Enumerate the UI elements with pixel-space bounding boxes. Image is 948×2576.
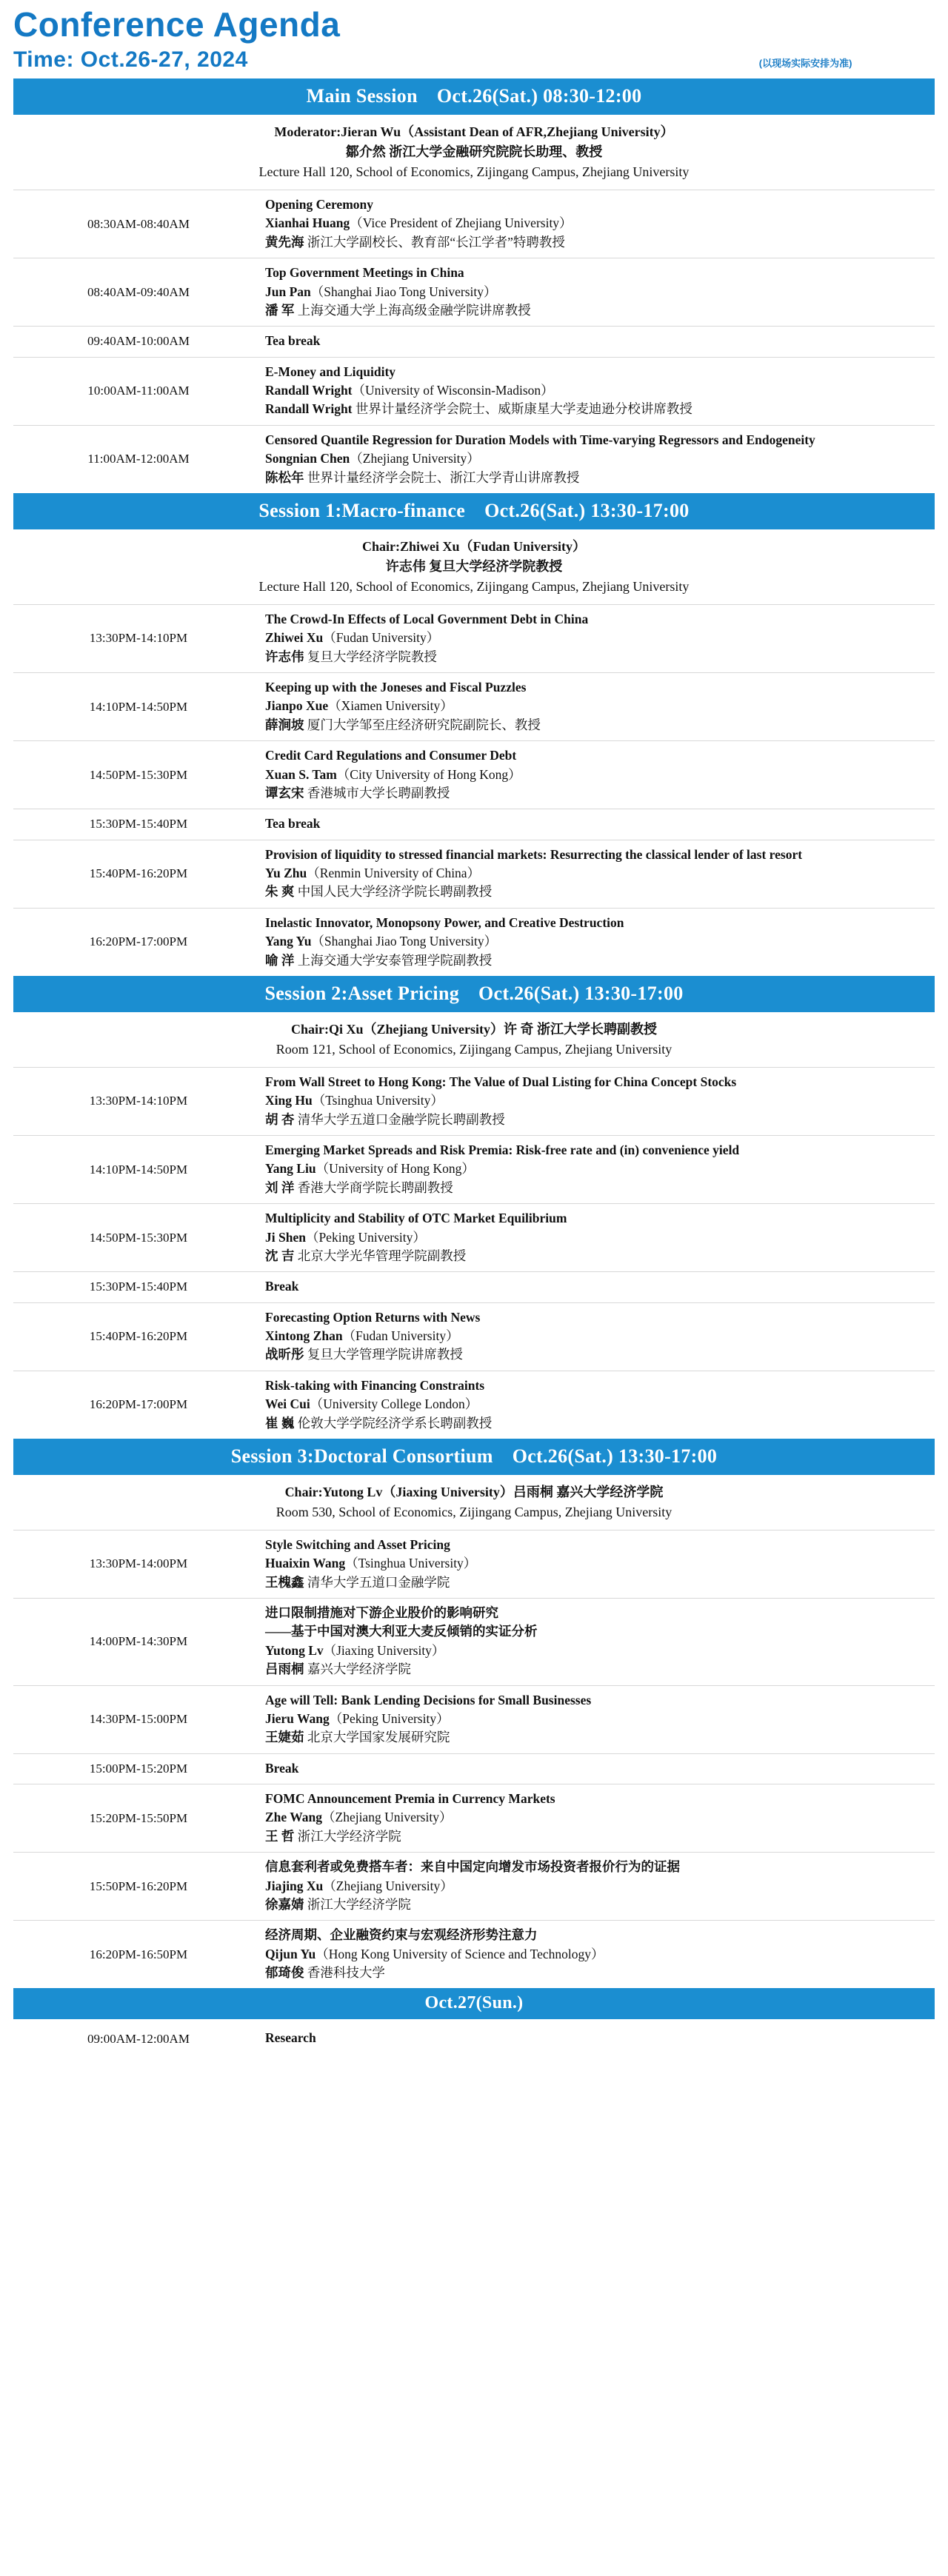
time-slot: 08:30AM-08:40AM [87, 216, 190, 231]
table-row [13, 809, 935, 840]
conference-time-row [13, 47, 948, 73]
speaker-name-cn: 胡 杏 [265, 1111, 298, 1127]
table-row [13, 840, 935, 908]
session-entry [264, 1685, 935, 1753]
speaker-affiliation-cn: 复旦大学管理学院讲席教授 [307, 1347, 463, 1362]
talk-title: FOMC Announcement Premia in Currency Markets [265, 1791, 555, 1806]
speaker-affiliation-cn: 厦门大学邹至庄经济研究院副院长、教授 [307, 717, 541, 732]
session-entry [264, 741, 935, 809]
session-entry [264, 1204, 935, 1272]
speaker-affiliation: （Zhejiang University） [323, 1878, 453, 1893]
table-row [13, 1753, 935, 1784]
chair-line: 鄒介然 浙江大学金融研究院院长助理、教授 [345, 144, 603, 159]
time-slot: 16:20PM-16:50PM [89, 1947, 188, 1961]
session-header [13, 78, 935, 115]
speaker-affiliation-cn: 复旦大学经济学院教授 [307, 649, 437, 664]
table-row [13, 1272, 935, 1302]
table-row [13, 673, 935, 741]
session-time: Oct.26(Sat.) 13:30-17:00 [484, 499, 690, 521]
talk-subtitle: ——基于中国对澳大利亚大麦反倾销的实证分析 [265, 1624, 538, 1639]
talk-title: Credit Card Regulations and Consumer Debt [265, 748, 517, 763]
speaker-line-cn [265, 716, 927, 735]
talk-title: The Crowd-In Effects of Local Government Debt in China [265, 611, 589, 626]
speaker-line [265, 1160, 927, 1178]
speaker-name-cn: 陈松年 [265, 469, 307, 485]
speaker-affiliation-cn: 香港科技大学 [307, 1965, 385, 1980]
table-row [13, 1067, 935, 1135]
speaker-line-cn [265, 784, 927, 803]
speaker-line [265, 766, 927, 784]
speaker-affiliation: （Jiaxing University） [323, 1642, 445, 1658]
speaker-name-cn: 王 哲 [265, 1828, 298, 1844]
speaker-line [265, 932, 927, 951]
session-entry [264, 258, 935, 327]
speaker-line [265, 381, 927, 400]
speaker-affiliation: （Zhejiang University） [350, 451, 480, 466]
session-entry [264, 2024, 935, 2053]
speaker-name: Xianhai Huang [265, 215, 350, 231]
speaker-line [265, 1091, 927, 1110]
session-title: Session 2:Asset Pricing [264, 982, 460, 1004]
time-slot: 16:20PM-17:00PM [89, 1397, 188, 1412]
time-slot: 15:00PM-15:20PM [89, 1761, 188, 1776]
session-header [13, 493, 935, 529]
time-slot: 14:30PM-15:00PM [89, 1712, 188, 1727]
talk-title: Research [265, 2030, 316, 2046]
speaker-affiliation: （Renmin University of China） [307, 866, 481, 880]
speaker-name-cn: Randall Wright [265, 401, 356, 417]
talk-title: Forecasting Option Returns with News [265, 1309, 481, 1325]
time-slot: 15:40PM-16:20PM [89, 866, 188, 881]
speaker-line [265, 449, 927, 468]
speaker-line-cn [265, 1827, 927, 1846]
speaker-name: Yutong Lv [265, 1642, 324, 1658]
chair-line: Chair:Yutong Lv（Jiaxing University）吕雨桐 嘉兴大学经济学院 [284, 1484, 664, 1499]
table-row [13, 327, 935, 357]
speaker-name: Wei Cui [265, 1396, 310, 1412]
table-row [13, 1204, 935, 1272]
speaker-affiliation: （Peking University） [305, 1229, 426, 1245]
conference-time: Time: Oct.26-27, 2024 [13, 47, 248, 72]
speaker-line [265, 1327, 927, 1345]
talk-title: Censored Quantile Regression for Duration Models with Time-varying Regressors and Endogeneity [265, 432, 815, 447]
speaker-affiliation: （Shanghai Jiao Tong University） [310, 284, 497, 299]
speaker-line-cn [265, 301, 927, 320]
speaker-name: Yang Yu [265, 934, 312, 949]
speaker-name: Yang Liu [265, 1161, 316, 1177]
speaker-line-cn [265, 1111, 927, 1129]
speaker-name-cn: 郁琦俊 [265, 1965, 307, 1980]
speaker-affiliation: （Tsinghua University） [345, 1556, 477, 1571]
session-header [13, 1988, 935, 2019]
table-row [13, 1136, 935, 1204]
session-table [13, 604, 935, 976]
talk-title: Age will Tell: Bank Lending Decisions for Small Businesses [265, 1692, 592, 1707]
speaker-affiliation-cn: 浙江大学经济学院 [307, 1896, 411, 1912]
time-slot: 15:50PM-16:20PM [89, 1879, 188, 1893]
chair-line: Room 121, School of Economics, Zijingang Campus, Zhejiang University [276, 1041, 672, 1057]
session-time: Oct.26(Sat.) 08:30-12:00 [436, 85, 642, 107]
speaker-line [265, 283, 927, 301]
session-entry [264, 1067, 935, 1135]
speaker-line [265, 1945, 927, 1964]
session-entry [264, 357, 935, 425]
speaker-name-cn: 谭玄宋 [265, 785, 307, 800]
speaker-line-cn [265, 883, 927, 901]
speaker-name: Ji Shen [265, 1229, 306, 1245]
session-entry [264, 1599, 935, 1686]
speaker-line [265, 1554, 927, 1573]
time-slot: 14:50PM-15:30PM [89, 767, 188, 782]
table-row [13, 1302, 935, 1371]
session-header [13, 1439, 935, 1475]
speaker-line-cn [265, 1573, 927, 1592]
session-chair-info [13, 1475, 935, 1530]
time-slot: 11:00AM-12:00AM [87, 452, 190, 466]
session-block [13, 1439, 935, 1989]
table-row [13, 425, 935, 493]
table-row [13, 1921, 935, 1989]
session-title: Main Session [306, 85, 418, 107]
speaker-name: Xuan S. Tam [265, 766, 337, 782]
table-row [13, 1685, 935, 1753]
session-chair-info [13, 529, 935, 604]
speaker-affiliation-cn: 嘉兴大学经济学院 [307, 1662, 411, 1677]
talk-title: 进口限制措施对下游企业股价的影响研究 [265, 1605, 498, 1620]
speaker-line-cn [265, 1414, 927, 1433]
table-row [13, 1784, 935, 1853]
speaker-name: Zhiwei Xu [265, 630, 324, 646]
table-row [13, 1371, 935, 1439]
speaker-line-cn [265, 469, 927, 487]
speaker-affiliation-cn: 香港城市大学长聘副教授 [307, 785, 450, 800]
speaker-line [265, 1395, 927, 1414]
speaker-line [265, 1228, 927, 1247]
table-row [13, 908, 935, 976]
time-slot: 14:50PM-15:30PM [89, 1230, 188, 1245]
table-row [13, 357, 935, 425]
speaker-line-cn [265, 400, 927, 418]
chair-line: 许志伟 复旦大学经济学院教授 [385, 558, 563, 574]
speaker-name-cn: 王槐鑫 [265, 1574, 307, 1590]
session-entry [264, 190, 935, 258]
time-slot: 10:00AM-11:00AM [87, 384, 190, 398]
chair-line: Chair:Qi Xu（Zhejiang University）许 奇 浙江大学长聘副教授 [290, 1021, 657, 1037]
session-entry [264, 1753, 935, 1784]
speaker-affiliation: （Fudan University） [342, 1328, 459, 1343]
speaker-name: Yu Zhu [265, 866, 307, 880]
schedule-note: (以现场实际安排为准) [758, 58, 852, 69]
session-entry [264, 1530, 935, 1598]
time-slot: 14:10PM-14:50PM [89, 1162, 188, 1177]
session-time: Oct.26(Sat.) 13:30-17:00 [478, 982, 684, 1004]
speaker-affiliation: （University College London） [310, 1396, 478, 1412]
time-slot: 14:00PM-14:30PM [89, 1634, 188, 1649]
session-entry [264, 327, 935, 357]
talk-title: 经济周期、企业融资约束与宏观经济形势注意力 [265, 1927, 538, 1943]
speaker-affiliation-cn: 清华大学五道口金融学院长聘副教授 [297, 1111, 505, 1127]
speaker-line-cn [265, 648, 927, 666]
table-row [13, 190, 935, 258]
talk-title: Inelastic Innovator, Monopsony Power, and Creative Destruction [265, 914, 624, 930]
speaker-line [265, 1808, 927, 1827]
session-entry [264, 604, 935, 672]
session-table [13, 1067, 935, 1439]
session-time: Oct.26(Sat.) 13:30-17:00 [512, 1445, 718, 1467]
talk-title: Risk-taking with Financing Constraints [265, 1377, 485, 1393]
break-label: Tea break [265, 333, 321, 349]
speaker-name: Xing Hu [265, 1093, 313, 1108]
speaker-affiliation: （Peking University） [329, 1710, 450, 1726]
speaker-name: Jieru Wang [265, 1710, 330, 1726]
speaker-line-cn [265, 1896, 927, 1914]
speaker-line-cn [265, 1660, 927, 1679]
speaker-name-cn: 战昕彤 [265, 1347, 307, 1362]
speaker-affiliation: （Fudan University） [323, 630, 440, 646]
session-entry [264, 1302, 935, 1371]
speaker-name: Zhe Wang [265, 1810, 322, 1825]
speaker-line [265, 864, 927, 883]
talk-title: Provision of liquidity to stressed financial markets: Resurrecting the classical lender of last resort [265, 846, 803, 862]
time-slot: 15:40PM-16:20PM [89, 1329, 188, 1344]
speaker-name: Randall Wright [265, 383, 353, 398]
speaker-name-cn: 吕雨桐 [265, 1662, 307, 1677]
time-slot: 13:30PM-14:10PM [89, 1094, 188, 1108]
speaker-line [265, 214, 927, 232]
talk-title: Emerging Market Spreads and Risk Premia: Risk-free rate and (in) convenience yield [265, 1143, 740, 1157]
speaker-line-cn [265, 1247, 927, 1265]
break-label: Tea break [265, 816, 321, 832]
session-table [13, 2024, 935, 2053]
speaker-affiliation-cn: 世界计量经济学会院士、浙江大学青山讲席教授 [307, 469, 580, 485]
speaker-name: Qijun Yu [265, 1946, 316, 1961]
speaker-affiliation-cn: 浙江大学副校长、教育部“长江学者”特聘教授 [307, 234, 565, 250]
speaker-affiliation: （Zhejiang University） [322, 1810, 453, 1825]
talk-title: Top Government Meetings in China [265, 265, 464, 281]
table-row [13, 1530, 935, 1598]
speaker-affiliation-cn: 中国人民大学经济学院长聘副教授 [297, 884, 493, 900]
speaker-name-cn: 薛涧坡 [265, 717, 307, 732]
speaker-name-cn: 喻 洋 [265, 952, 298, 968]
session-entry [264, 1272, 935, 1302]
session-title: Oct.27(Sun.) [424, 1993, 524, 2013]
speaker-line [265, 1710, 927, 1728]
session-header [13, 976, 935, 1012]
speaker-line [265, 1877, 927, 1896]
time-slot: 09:00AM-12:00AM [87, 2031, 190, 2046]
speaker-affiliation: （University of Wisconsin-Madison） [352, 383, 554, 398]
speaker-line-cn [265, 951, 927, 970]
session-entry [264, 1371, 935, 1439]
talk-title: Keeping up with the Joneses and Fiscal Puzzles [265, 680, 527, 695]
time-slot: 15:20PM-15:50PM [89, 1810, 188, 1825]
speaker-name-cn: 王婕茹 [265, 1730, 307, 1745]
table-row [13, 741, 935, 809]
speaker-line-cn [265, 233, 927, 252]
time-slot: 13:30PM-14:10PM [89, 631, 188, 646]
session-entry [264, 1921, 935, 1989]
speaker-affiliation: （Tsinghua University） [312, 1093, 444, 1108]
table-row [13, 1853, 935, 1921]
speaker-affiliation: （City University of Hong Kong） [336, 766, 521, 782]
speaker-affiliation-cn: 香港大学商学院长聘副教授 [297, 1180, 453, 1195]
agenda-container [13, 78, 935, 2054]
speaker-name: Huaixin Wang [265, 1556, 346, 1571]
session-entry [264, 425, 935, 493]
speaker-name-cn: 黄先海 [265, 234, 307, 250]
time-slot: 16:20PM-17:00PM [89, 934, 188, 949]
session-block [13, 78, 935, 493]
talk-title: 信息套利者或免费搭车者：来自中国定向增发市场投资者报价行为的证据 [265, 1859, 680, 1875]
speaker-name-cn: 沈 吉 [265, 1248, 298, 1263]
time-slot: 14:10PM-14:50PM [89, 699, 188, 714]
speaker-line [265, 697, 927, 715]
table-row [13, 1599, 935, 1686]
time-slot: 13:30PM-14:00PM [89, 1556, 188, 1571]
speaker-name-cn: 许志伟 [265, 649, 307, 664]
session-table [13, 1530, 935, 1989]
speaker-name: Xintong Zhan [265, 1328, 343, 1343]
talk-title: From Wall Street to Hong Kong: The Value of Dual Listing for China Concept Stocks [265, 1074, 737, 1089]
talk-title: Multiplicity and Stability of OTC Market Equilibrium [265, 1211, 567, 1226]
speaker-affiliation: （Hong Kong University of Science and Technology） [316, 1946, 604, 1961]
page-title: Conference Agenda [13, 5, 341, 44]
speaker-line-cn [265, 1179, 927, 1197]
session-block [13, 493, 935, 976]
session-chair-info [13, 115, 935, 190]
speaker-affiliation-cn: 伦敦大学学院经济学系长聘副教授 [297, 1415, 493, 1431]
chair-line: Room 530, School of Economics, Zijingang Campus, Zhejiang University [276, 1504, 672, 1519]
speaker-line-cn [265, 1345, 927, 1364]
speaker-affiliation: （Xiamen University） [328, 698, 453, 714]
session-title: Session 1:Macro-finance [258, 499, 466, 521]
speaker-affiliation: （University of Hong Kong） [316, 1161, 475, 1177]
table-row [13, 604, 935, 672]
speaker-name-cn: 朱 爽 [265, 884, 298, 900]
session-title: Session 3:Doctoral Consortium [230, 1445, 493, 1467]
session-table [13, 190, 935, 493]
speaker-name-cn: 潘 军 [265, 302, 298, 318]
speaker-name: Jun Pan [265, 284, 311, 299]
talk-title: Style Switching and Asset Pricing [265, 1536, 450, 1552]
session-entry [264, 809, 935, 840]
speaker-line-cn [265, 1964, 927, 1982]
chair-line: Lecture Hall 120, School of Economics, Zijingang Campus, Zhejiang University [258, 578, 690, 594]
time-slot: 15:30PM-15:40PM [89, 1279, 188, 1294]
session-entry [264, 840, 935, 908]
chair-line: Lecture Hall 120, School of Economics, Zijingang Campus, Zhejiang University [258, 164, 690, 179]
speaker-affiliation-cn: 清华大学五道口金融学院 [307, 1574, 450, 1590]
speaker-name-cn: 徐嘉婧 [265, 1896, 307, 1912]
table-row [13, 258, 935, 327]
speaker-name-cn: 崔 巍 [265, 1415, 298, 1431]
speaker-name: Songnian Chen [265, 451, 350, 466]
speaker-affiliation-cn: 世界计量经济学会院士、威斯康星大学麦迪逊分校讲席教授 [355, 401, 692, 417]
session-entry [264, 1136, 935, 1204]
time-slot: 09:40AM-10:00AM [87, 334, 190, 349]
session-chair-info [13, 1012, 935, 1067]
session-entry [264, 1784, 935, 1853]
time-slot: 08:40AM-09:40AM [87, 284, 190, 299]
speaker-name: Jiajing Xu [265, 1878, 324, 1893]
session-block [13, 976, 935, 1439]
speaker-name-cn: 刘 洋 [265, 1180, 298, 1195]
speaker-affiliation-cn: 北京大学光华管理学院副教授 [297, 1248, 467, 1263]
break-label: Break [265, 1279, 299, 1294]
session-entry [264, 908, 935, 976]
break-label: Break [265, 1760, 299, 1776]
speaker-affiliation-cn: 浙江大学经济学院 [297, 1828, 401, 1844]
session-entry [264, 1853, 935, 1921]
table-row [13, 2024, 935, 2053]
talk-title: E-Money and Liquidity [265, 364, 396, 379]
time-slot: 15:30PM-15:40PM [89, 817, 188, 832]
session-entry [264, 673, 935, 741]
chair-line: Chair:Zhiwei Xu（Fudan University） [361, 538, 587, 554]
speaker-name: Jianpo Xue [265, 698, 329, 714]
speaker-line [265, 629, 927, 647]
speaker-affiliation-cn: 上海交通大学安泰管理学院副教授 [297, 952, 493, 968]
speaker-line [265, 1642, 927, 1660]
session-block [13, 1988, 935, 2053]
speaker-affiliation: （Shanghai Jiao Tong University） [311, 934, 498, 949]
talk-title: Opening Ceremony [265, 197, 373, 212]
speaker-affiliation: （Vice President of Zhejiang University） [350, 215, 573, 231]
speaker-line-cn [265, 1728, 927, 1747]
speaker-affiliation-cn: 北京大学国家发展研究院 [307, 1730, 450, 1745]
speaker-affiliation-cn: 上海交通大学上海高级金融学院讲席教授 [297, 302, 531, 318]
chair-line: Moderator:Jieran Wu（Assistant Dean of AFR,Zhejiang University） [274, 124, 674, 139]
